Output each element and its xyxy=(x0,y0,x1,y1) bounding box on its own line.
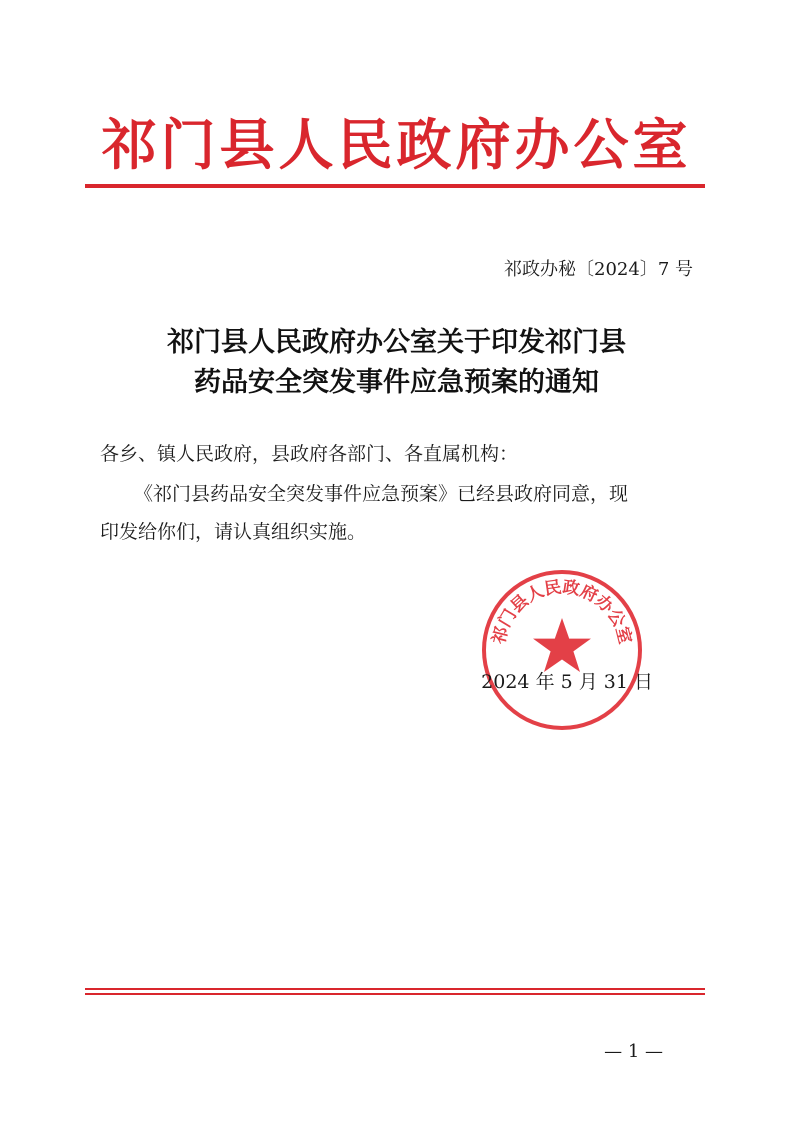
letterhead-rule xyxy=(85,184,705,188)
body-paragraph-line-2: 印发给你们，请认真组织实施。 xyxy=(100,521,367,543)
official-seal xyxy=(478,566,646,734)
document-title-line-1: 祁门县人民政府办公室关于印发祁门县 xyxy=(167,327,626,358)
document-number: 祁政办秘〔2024〕7 号 xyxy=(504,259,693,280)
footer-rule-1 xyxy=(85,988,705,990)
footer-rule-2 xyxy=(85,993,705,995)
seal-text: 祁门县人民政府办公室 xyxy=(489,577,635,647)
document-title-line-2: 药品安全突发事件应急预案的通知 xyxy=(194,367,599,398)
seal-star-icon xyxy=(533,618,591,672)
page-number: — 1 — xyxy=(604,1041,663,1062)
body-paragraph-line-1: 《祁门县药品安全突发事件应急预案》已经县政府同意，现 xyxy=(134,483,629,505)
letterhead: 祁门县人民政府办公室 xyxy=(101,112,692,177)
addressee: 各乡、镇人民政府，县政府各部门、各直属机构： xyxy=(100,443,519,465)
issue-date: 2024 年 5 月 31 日 xyxy=(481,671,653,693)
